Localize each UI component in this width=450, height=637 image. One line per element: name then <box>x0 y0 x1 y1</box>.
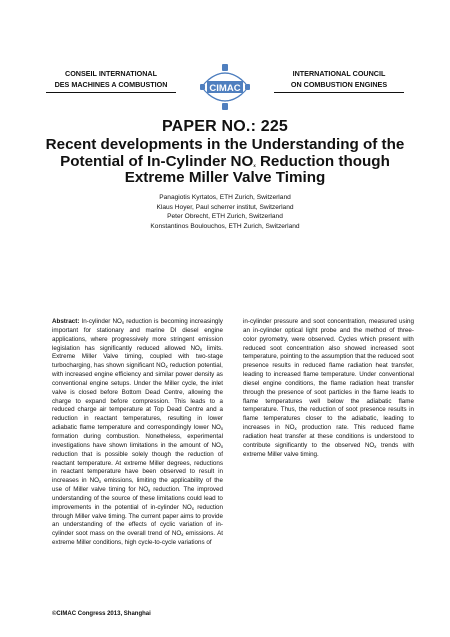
author: Klaus Hoyer, Paul scherrer institut, Switzerland <box>156 203 294 211</box>
paper-number: PAPER NO.: 225 <box>161 118 289 135</box>
logo-text: CIMAC <box>209 83 241 94</box>
abstract-column-left: Abstract: In-cylinder $NO_x$ reduction is becoming increasingly important for stationary and marine DI diesel engine applications, where progressively more stringent emission legislation has significantly reduced allowed $NO_x$ limits. Extreme Miller Valve timing, coupled with two-stage turbocharging, has shown significant $NO_x$ reduction potential, with increased engine efficiency and similar power density as conventional engine setups. Under the Miller cycle, the inlet valve is closed before Bottom Dead Centre, allowing the charge to expand before compression. This leads to a reduced charge air temperature at Top Dead Centre and a reduction in reactant temperatures, resulting in lower adiabatic flame temperature and correspondingly lower $NO_x$ formation during combustion. Nonetheless, experimental investigations have shown limitations in the amount of $NO_x$ reduction that is possible solely though the reduction of reactant temperature. At extreme Miller degrees, reductions in reactant temperature have been observed to result in increases in $NO_x$ emissions, limiting the applicability of the use of Miller valve timing for $NO_x$ reduction. The improved understanding of the source of these limitations could lead to improvements in the potential of in-cylinder $NO_x$ reduction through Miller valve timing. The current paper aims to provide an understanding of the effects of cyclic variation of in-cylinder soot mass on the overall trend of $NO_x$ emissions. At extreme Miller conditions, high cycle-to-cycle variations of <box>52 318 224 547</box>
council-name-english: INTERNATIONAL COUNCIL ON COMBUSTION ENGINES <box>290 69 388 89</box>
header-rule-right <box>274 92 404 93</box>
author: Konstantinos Boulouchos, ETH Zurich, Switzerland <box>150 222 300 230</box>
cimac-logo <box>198 62 252 112</box>
page-header <box>0 68 450 112</box>
author-list <box>0 193 450 231</box>
author: Peter Obrecht, ETH Zurich, Switzerland <box>167 213 283 220</box>
abstract-label: Abstract: <box>52 318 80 325</box>
page-footer: ©CIMAC Congress 2013, Shanghai <box>52 611 151 617</box>
council-name-french: CONSEIL INTERNATIONAL DES MACHINES A COMBUSTION <box>54 69 168 89</box>
abstract-column-right: in-cylinder pressure and soot concentration, measured using an in-cylinder optical light probe and the method of three-color pyrometry, were observed. Cycles which present with reduced soot concentration also showed increased soot temperature, pointing to the assumption that the reduced soot presence results in reduced flame radiation heat transfer, leading to increased flame temperature. Under conventional diesel engine conditions, the flame radiation heat transfer through the presence of soot particles in the flame leads to flame temperatures well below the adiabatic flame temperature. Thus, the reduction of soot presence results in flame temperatures closer to the adiabatic, leading to increases in $NO_x$ production rate. This reduced flame radiation heat transfer at these conditions is understood to contribute significantly to the observed $NO_x$ trends with extreme Miller valve timing. <box>243 318 414 458</box>
header-rule-left <box>46 92 176 93</box>
paper-title: Recent developments in the Understanding of the Potential of In-Cylinder $NO_x$ Reduction though Extreme Miller Valve Timing <box>45 136 405 186</box>
author: Panagiotis Kyrtatos, ETH Zurich, Switzerland <box>159 194 291 201</box>
